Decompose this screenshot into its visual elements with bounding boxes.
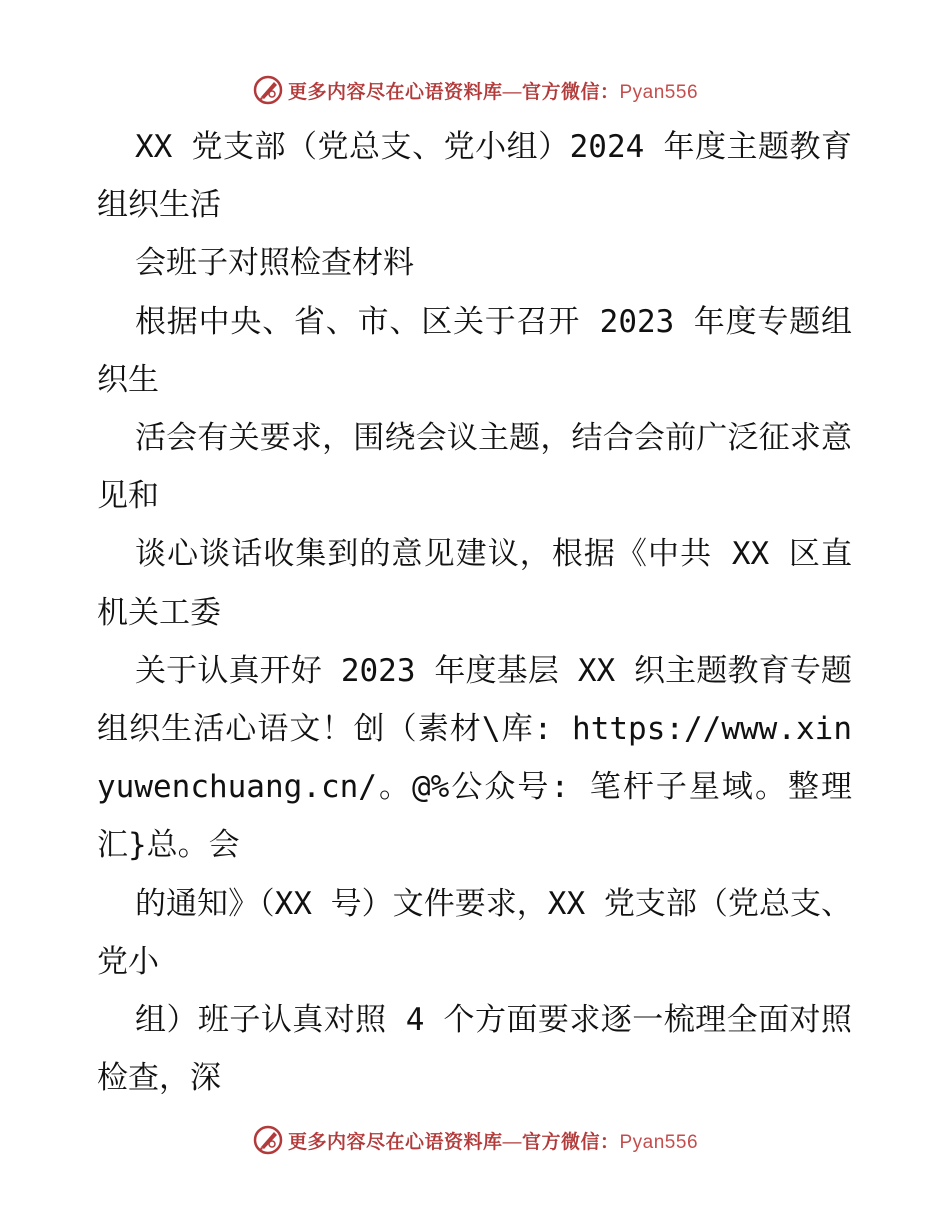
watermark-label: 官方微信： bbox=[521, 80, 620, 103]
watermark-wechat-id: Pyan556 bbox=[619, 81, 699, 103]
paragraph: 的通知》（XX 号）文件要求，XX 党支部（党总支、党小 bbox=[97, 885, 852, 980]
watermark-label: 官方微信： bbox=[521, 1130, 620, 1153]
paragraph: 谈心谈话收集到的意见建议，根据《中共 XX 区直机关工委 bbox=[97, 536, 852, 631]
quill-pen-logo-icon bbox=[252, 1124, 284, 1156]
footer-watermark-banner bbox=[0, 1122, 950, 1158]
watermark-separator: — bbox=[502, 1131, 522, 1153]
paragraph: 关于认真开好 2023 年度基层 XX 织主题教育专题组织生活心语文！创（素材\库: https://www.xinyuwenchuang.cn/。@%公众号: 笔杆子星域。整理汇}总。会 bbox=[97, 652, 852, 864]
paragraph: 组）班子认真对照 4 个方面要求逐一梳理全面对照检查，深 bbox=[97, 1002, 852, 1097]
watermark-text bbox=[288, 1127, 698, 1154]
watermark-text bbox=[288, 77, 698, 104]
watermark-title: 更多内容尽在心语资料库 bbox=[287, 80, 503, 103]
watermark-title: 更多内容尽在心语资料库 bbox=[287, 1130, 503, 1153]
document-body bbox=[97, 118, 852, 1107]
paragraph-title-line-1: XX 党支部（党总支、党小组）2024 年度主题教育组织生活 bbox=[97, 129, 852, 224]
paragraph: 活会有关要求，围绕会议主题，结合会前广泛征求意见和 bbox=[97, 420, 852, 515]
watermark-separator: — bbox=[502, 81, 522, 103]
watermark-wechat-id: Pyan556 bbox=[619, 1131, 699, 1153]
paragraph-title-line-2: 会班子对照检查材料 bbox=[135, 245, 414, 282]
quill-pen-logo-icon bbox=[252, 74, 284, 106]
header-watermark-banner bbox=[0, 72, 950, 108]
paragraph: 根据中央、省、市、区关于召开 2023 年度专题组织生 bbox=[97, 303, 852, 398]
